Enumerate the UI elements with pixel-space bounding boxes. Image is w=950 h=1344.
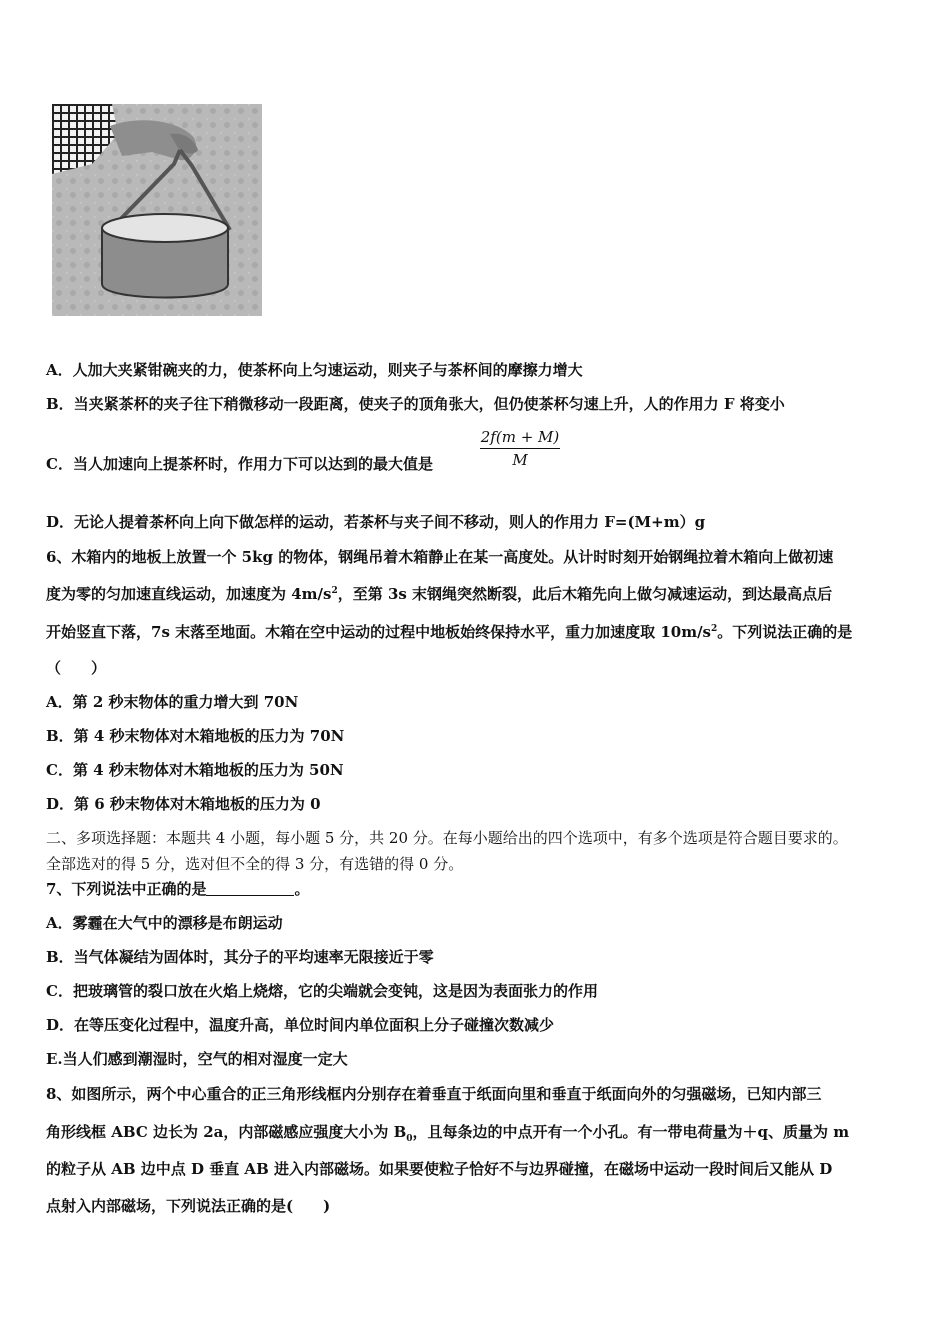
q5-option-d: D．无论人提着茶杯向上向下做怎样的运动，若茶杯与夹子间不移动，则人的作用力 F=(M+m）g	[46, 513, 706, 531]
q5-option-a: A．人加大夹紧钳碗夹的力，使茶杯向上匀速运动，则夹子与茶杯间的摩擦力增大	[46, 361, 583, 379]
section2-instructions-line2: 全部选对的得 5 分，选对但不全的得 3 分，有选错的得 0 分。	[46, 855, 464, 873]
answer-blank	[206, 881, 294, 896]
q6-option-c: C．第 4 秒末物体对木箱地板的压力为 50N	[46, 761, 344, 779]
teacup-lifted-by-tongs-photo-icon	[52, 104, 262, 316]
q7-stem: 7、下列说法中正确的是 。	[46, 880, 310, 898]
q7-option-a: A．雾霾在大气中的漂移是布朗运动	[46, 914, 283, 932]
q6-stem-line3: 开始竖直下落，7s 末落至地面。木箱在空中运动的过程中地板始终保持水平，重力加速度取 $10m/s^2$。下列说法正确的是	[46, 623, 853, 641]
q8-stem-line1: 8、如图所示，两个中心重合的正三角形线框内分别存在着垂直于纸面向里和垂直于纸面向外的匀强磁场，已知内部三	[46, 1085, 822, 1103]
q7-option-c: C．把玻璃管的裂口放在火焰上烧熔，它的尖端就会变钝，这是因为表面张力的作用	[46, 982, 598, 1000]
q8-stem-line4: 点射入内部磁场，下列说法正确的是( )	[46, 1197, 331, 1215]
q6-stem-line4: （ ）	[46, 659, 107, 677]
q7-option-d: D．在等压变化过程中，温度升高，单位时间内单位面积上分子碰撞次数减少	[46, 1016, 555, 1034]
q6-stem-line1: 6、木箱内的地板上放置一个 5kg 的物体，钢绳吊着木箱静止在某一高度处。从计时时刻开始钢绳拉着木箱向上做初速	[46, 548, 834, 566]
q6-stem-line2: 度为零的匀加速直线运动，加速度为 $4m/s^2$，至第 3s 末钢绳突然断裂，此后木箱先向上做匀减速运动，到达最高点后	[46, 585, 833, 603]
fraction-numerator: 2f(m + M)	[480, 428, 560, 449]
q5-option-c-fraction	[480, 428, 560, 469]
q6-option-b: B．第 4 秒末物体对木箱地板的压力为 70N	[46, 727, 345, 745]
q6-option-d: D．第 6 秒末物体对木箱地板的压力为 0	[46, 795, 321, 813]
section2-instructions-line1: 二、多项选择题：本题共 4 小题，每小题 5 分，共 20 分。在每小题给出的四个选项中，有多个选项是符合题目要求的。	[46, 829, 848, 847]
q5-option-c: C．当人加速向上提茶杯时，作用力下可以达到的最大值是	[46, 455, 433, 473]
fraction-denominator: M	[512, 451, 528, 469]
q5-option-b: B．当夹紧茶杯的夹子往下稍微移动一段距离，使夹子的顶角张大，但仍使茶杯匀速上升，人的作用力 F 将变小	[46, 395, 785, 413]
q7-option-e: E.当人们感到潮湿时，空气的相对湿度一定大	[46, 1050, 348, 1068]
q7-option-b: B．当气体凝结为固体时，其分子的平均速率无限接近于零	[46, 948, 434, 966]
q8-stem-line2: 角形线框 ABC 边长为 2a，内部磁感应强度大小为 $B_0$，且每条边的中点开有一个小孔。有一带电荷量为＋q、质量为 m	[46, 1123, 850, 1144]
q8-stem-line3: 的粒子从 AB 边中点 D 垂直 AB 进入内部磁场。如果要使粒子恰好不与边界碰撞，在磁场中运动一段时间后又能从 D	[46, 1160, 833, 1178]
q6-option-a: A．第 2 秒末物体的重力增大到 70N	[46, 693, 299, 711]
